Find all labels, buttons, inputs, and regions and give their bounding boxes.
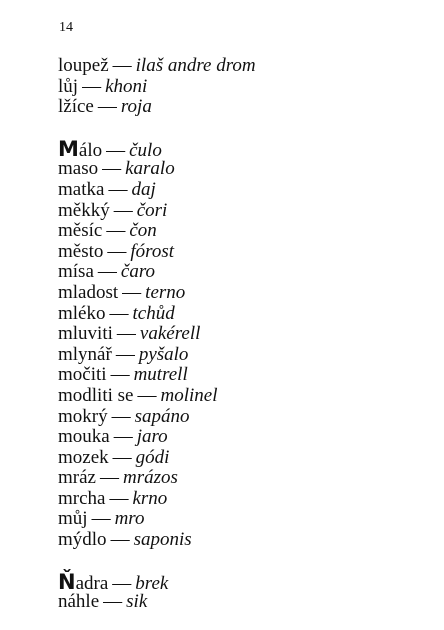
czech-word: můj	[58, 508, 88, 530]
romani-translation: vakérell	[139, 323, 201, 345]
section-spacer	[58, 118, 434, 139]
romani-translation: fórost	[130, 240, 175, 262]
dictionary-entry	[58, 407, 434, 428]
czech-word: měsíc	[58, 220, 103, 242]
dash: —	[91, 508, 111, 530]
czech-word: lůj	[58, 75, 79, 97]
romani-translation: terno	[145, 281, 186, 303]
dash: —	[116, 323, 136, 345]
czech-word: maso	[58, 158, 99, 180]
dash: —	[108, 178, 128, 200]
dash: —	[97, 261, 117, 283]
dictionary-entry	[58, 159, 434, 180]
romani-translation: roja	[120, 96, 152, 118]
romani-translation: molinel	[160, 384, 218, 406]
romani-translation: čon	[129, 220, 157, 242]
romani-translation: pyšalo	[138, 343, 189, 365]
czech-word: mouka	[58, 426, 110, 448]
czech-word: matka	[58, 178, 105, 200]
czech-word: loupež	[58, 55, 109, 76]
romani-translation: gódi	[135, 446, 170, 468]
romani-translation: mrázos	[122, 467, 178, 489]
czech-word: adra	[75, 572, 109, 594]
dictionary-entry	[58, 56, 434, 77]
romani-translation: daj	[131, 178, 156, 200]
dictionary-entry	[58, 592, 434, 613]
romani-translation: mutrell	[133, 364, 188, 386]
dictionary-entry	[58, 448, 434, 469]
czech-word: močiti	[58, 364, 107, 386]
dash: —	[107, 240, 127, 262]
dash: —	[113, 426, 133, 448]
czech-word: álo	[78, 139, 103, 161]
czech-word: modliti se	[58, 384, 134, 406]
czech-word: město	[58, 240, 104, 262]
romani-translation: sapáno	[134, 405, 190, 427]
dash: —	[97, 96, 117, 118]
dictionary-entry	[58, 97, 434, 118]
section-spacer	[58, 551, 434, 572]
czech-word: mléko	[58, 302, 106, 324]
dictionary-entry	[58, 365, 434, 386]
section-initial: M	[58, 136, 79, 161]
dash: —	[106, 139, 126, 161]
dash: —	[109, 302, 129, 324]
dictionary-entry	[58, 489, 434, 510]
romani-translation: sik	[126, 591, 148, 613]
dictionary-entry	[58, 242, 434, 263]
czech-word: mýdlo	[58, 529, 107, 551]
dash: —	[112, 55, 132, 76]
czech-word: mrcha	[58, 487, 106, 509]
czech-word: mluviti	[58, 323, 113, 345]
dictionary-entry	[58, 509, 434, 530]
dash: —	[102, 158, 122, 180]
dash: —	[112, 572, 132, 594]
dash: —	[111, 405, 131, 427]
czech-word: mozek	[58, 446, 109, 468]
dictionary-entry	[58, 569, 434, 594]
dictionary-entries	[58, 56, 434, 613]
dash: —	[110, 529, 130, 551]
romani-translation: čori	[136, 199, 168, 221]
czech-word: mráz	[58, 467, 96, 489]
romani-translation: tchůd	[132, 302, 175, 324]
czech-word: mísa	[58, 261, 94, 283]
czech-word: mladost	[58, 281, 119, 303]
dash: —	[137, 384, 157, 406]
dictionary-entry	[58, 180, 434, 201]
czech-word: mokrý	[58, 405, 108, 427]
dash: —	[106, 220, 126, 242]
dictionary-entry	[58, 262, 434, 283]
romani-translation: saponis	[133, 529, 192, 551]
dictionary-entry	[58, 468, 434, 489]
dash: —	[109, 487, 129, 509]
dictionary-entry	[58, 283, 434, 304]
romani-translation: čaro	[120, 261, 156, 283]
romani-translation: krno	[132, 487, 168, 509]
section-initial: Ň	[58, 569, 76, 594]
dictionary-entry	[58, 136, 434, 161]
dash: —	[115, 343, 135, 365]
czech-word: mlynář	[58, 343, 112, 365]
dash: —	[103, 591, 123, 613]
romani-translation: brek	[135, 572, 169, 594]
dictionary-entry	[58, 201, 434, 222]
dash: —	[110, 364, 130, 386]
dictionary-entry	[58, 427, 434, 448]
dictionary-entry	[58, 221, 434, 242]
romani-translation: čulo	[129, 139, 162, 161]
dictionary-entry	[58, 324, 434, 345]
dictionary-entry	[58, 386, 434, 407]
dictionary-entry	[58, 77, 434, 98]
romani-translation: ilaš andre drom	[135, 55, 256, 76]
czech-word: náhle	[58, 591, 100, 613]
dash: —	[112, 446, 132, 468]
romani-translation: mro	[114, 508, 145, 530]
czech-word: lžíce	[58, 96, 94, 118]
dash: —	[113, 199, 133, 221]
dash: —	[99, 467, 119, 489]
dictionary-entry	[58, 530, 434, 551]
dash: —	[122, 281, 142, 303]
dictionary-entry	[58, 345, 434, 366]
dash: —	[82, 75, 102, 97]
dictionary-entry	[58, 304, 434, 325]
romani-translation: khoni	[105, 75, 148, 97]
czech-word: měkký	[58, 199, 110, 221]
romani-translation: karalo	[125, 158, 175, 180]
page-number: 14	[59, 20, 73, 35]
romani-translation: jaro	[136, 426, 168, 448]
